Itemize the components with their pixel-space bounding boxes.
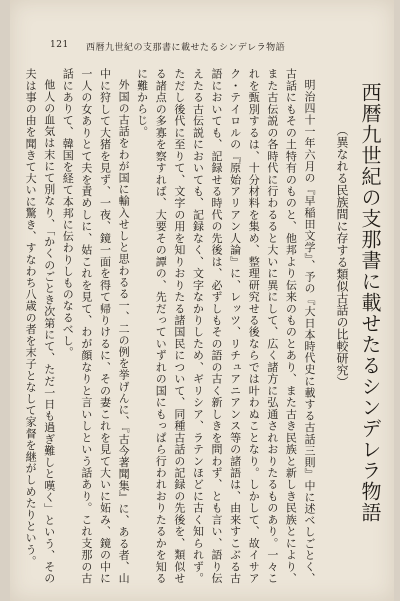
running-head: [50, 40, 364, 54]
book-page: [10, 0, 394, 601]
chapter-subtitle: （異なれる民族間に存する類似古話の比較研究）: [335, 124, 349, 388]
running-title: 西暦九世紀の支那書に載せたるシンデレラ物語: [86, 43, 286, 53]
vertical-text-block: [24, 68, 382, 584]
body-paragraph: 他人の血気は末にて別なり、「かくのごとき次第にて、ただ一日も過ぎ難しと嘆く」という、その夫は事の由を聞きて大いに驚き、すなわち八歳の者を末子となして家督を継がしめたりという。: [24, 68, 56, 584]
body-paragraph: 外国の古話をわが国に輸入せしと思わるる一、二の例を挙げんに、『古今著聞集』に、ある者、山中に狩して大猪を見ず、一夜、鏡一面を得て帰りけるに、その妻これを見て大いに妬み、鏡の中に一人の女ありとて夫を責めしに、姑これを見て、わが顔なりと言いしという話あり。これ支那の古話にありて、韓国を経て本邦に伝わりしものなるべし。: [61, 68, 131, 584]
body-paragraph: 明治四十一年六月の『早稲田文学』、予の『大日本時代史に載する古話三則』中に述べしごとく、古話にもその土特有のものと、他邦より伝来のものとあり、また古き民族と新しき民族とにより、また古伝説の各時代に行わるると大いに異にして、広く諸方に弘通されおりたるものあり。一々これを甄別するは、十分材料を集め、整理研究せる後ならでは叶わぬことなり。しかして、故イサアク・テイロルの『原始アリアン人論』に、レッツ、リチュアニアンス等の諸語は、由来すこぶる古語においても、記録せる時代の先後は、必ずしもその語の古く新しきを問わず、とも言い、語り伝えたる古伝説においても、記録なく、文字なかりしため、ギリシア、ラテンほどに古く知られず。ただし後代に至りて、文字の用を知りおりたる諸国民について、同種古話の記録の先後を、類似せる諸点の多寡を察すれば、大要その譚の、先だっていずれの国にもっぱら行われおりたるかを知るに難からじ。: [135, 68, 316, 584]
page-number: 121: [50, 40, 69, 50]
chapter-title: 西暦九世紀の支那書に載せたるシンデレラ物語: [358, 82, 382, 523]
